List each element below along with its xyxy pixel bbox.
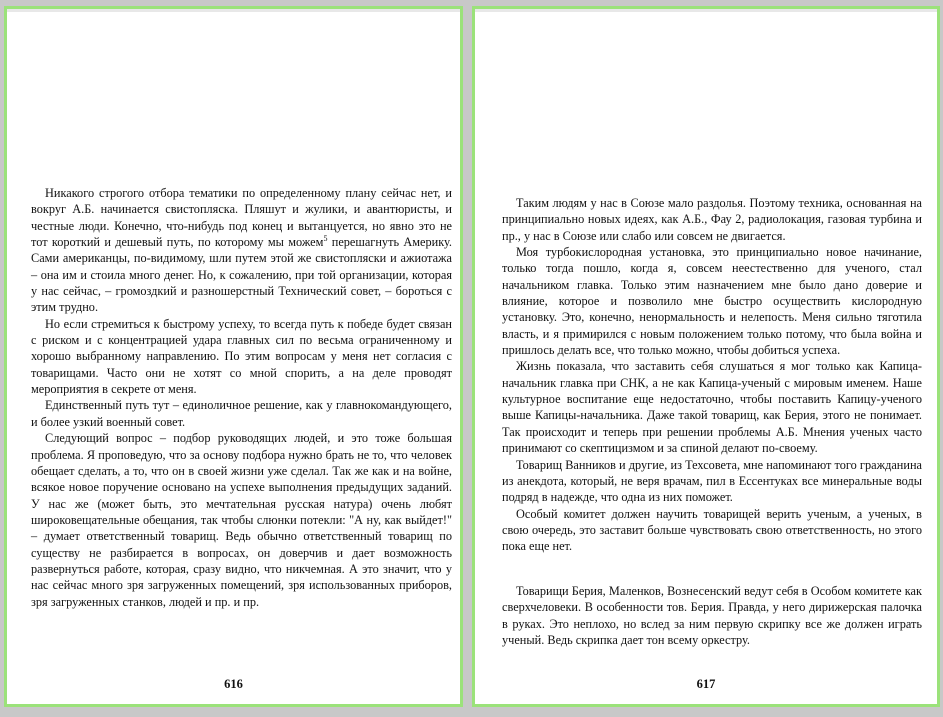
paragraph: Особый комитет должен научить товарищей верить ученым, а ученых, в свою очередь, это заставит больше чувствовать свою ответственность, но этого пока еще нет. bbox=[502, 506, 922, 554]
paragraph: Единственный путь тут – единоличное решение, как у главнокомандующего, и более узкий военный совет. bbox=[31, 398, 452, 429]
page-top-strip bbox=[7, 9, 460, 12]
page-number: 617 bbox=[696, 677, 716, 691]
footnote-marker[interactable]: 5 bbox=[323, 233, 328, 243]
paragraph: Жизнь показала, что заставить себя слушаться я мог только как Капица-начальник главка при СНК, а не как Капица-ученый с мировым именем. Наше культурное воспитание еще недостаточно, чтобы поставить Капицу-ученого выше Капицы-начальника. Даже такой товарищ, как Берия, этого не понимает. Так происходит и теперь при решении проблемы А.Б. Мнения ученых часто принимают со скептицизмом и за спиной делают по-своему. bbox=[502, 359, 922, 456]
paragraph: Никакого строгого отбора тематики по определенному плану сейчас нет, и вокруг А.Б. начинается свистопляска. Пляшут и жулики, и авантюристы, и честные люди. Конечно, что-нибудь под конец и вытанцуется, но явно это не тот короткий и дешевый путь, по которому мы можем$^5$ перешагнуть Америку. Сами американцы, по-видимому, шли путем этой же свистопляски и ажиотажа – она им и стоила много денег. Но, к сожалению, при той организации, которая у нас сейчас, – громоздкий и разношерстный Технический совет, – бороться с этим трудно. bbox=[31, 186, 453, 315]
paragraph: Товарищи Берия, Маленков, Вознесенский ведут себя в Особом комитете как сверхчеловеки. В особенности тов. Берия. Правда, у него дирижерская палочка в руках. Это неплохо, но вслед за ним первую скрипку все же должен играть ученый. Ведь скрипка дает тон всему оркестру. bbox=[502, 584, 922, 648]
left-page-text bbox=[31, 185, 452, 610]
paragraph: Моя турбокислородная установка, это принципиально новое начинание, только тогда пошло, когда я, совсем неестественно для ученого, стал начальником главка. Только этим назначением мне было дано доверие и влияние, которое и позволило мне быстро осуществить кислородную установку. Это, конечно, ненормальность и нелепость. Меня сильно тяготила власть, и я примирился с новым положением только потому, что была война и пришлось делать все, что только можно, чтобы добиться успеха. bbox=[502, 245, 922, 358]
paragraph: Таким людям у нас в Союзе мало раздолья. Поэтому техника, основанная на принципиально новых идеях, как А.Б., Фау 2, радиолокация, газовая турбина и пр., у нас в Союзе или слабо или совсем не двигается. bbox=[502, 196, 922, 243]
paragraph: Товарищ Ванников и другие, из Техсовета, мне напоминают того гражданина из анекдота, который, не веря врачам, пил в Ессентуках все минеральные воды подряд в надежде, что одна из них поможет. bbox=[502, 457, 922, 505]
right-page-text-bottom bbox=[502, 583, 922, 648]
right-page-text-top bbox=[502, 195, 922, 555]
page-top-strip bbox=[475, 9, 937, 12]
right-page bbox=[472, 6, 940, 707]
paragraph: Но если стремиться к быстрому успеху, то всегда путь к победе будет связан с риском и с концентрацией удара главных сил по весьма ограниченному и хорошо выбранному направлению. По этим вопросам у меня нет согласия с товарищами. Часто они не хотят со мной спорить, а на деле проводят мероприятия в секрете от меня. bbox=[31, 316, 452, 397]
left-page bbox=[4, 6, 463, 707]
paragraph: Следующий вопрос – подбор руководящих людей, и это тоже большая проблема. Я проповедую, что за основу подбора нужно брать не то, что человек обещает сделать, а то, что он в своей жизни уже сделал. Так же как и на войне, всякое новое поручение основано на успехе выполнения предыдущих заданий. У нас же (может быть, это мечтательная русская натура) очень любят широковещательные обещания, так чтобы слюнки потекли: "А ну, как выйдет!" – думает ответственный товарищ. Ведь обычно ответственный товарищ по существу не разбирается в вопросах, он доверчив и дает возможность развернуться работе, которая, сразу видно, что никчемная. А это значит, что у нас сейчас много зря загруженных помещений, зря использованных приборов, зря загруженных станков, людей и пр. и пр. bbox=[31, 431, 452, 609]
page-number: 616 bbox=[224, 677, 243, 691]
